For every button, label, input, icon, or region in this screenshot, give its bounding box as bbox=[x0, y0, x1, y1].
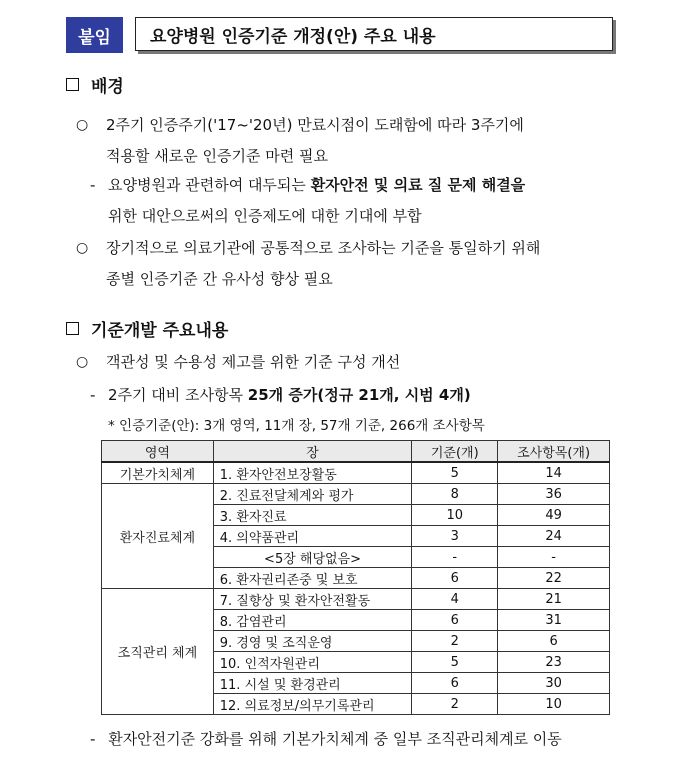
standards-cell: 5 bbox=[412, 652, 498, 673]
text-line: 객관성 및 수용성 제고를 위한 기준 구성 개선 bbox=[106, 353, 401, 371]
emphasis-text: 환자안전 및 의료 질 문제 해결을 bbox=[310, 176, 526, 194]
items-cell: 24 bbox=[498, 526, 610, 547]
text-line: 환자안전기준 강화를 위해 기본가치체계 중 일부 조직관리체계로 이동 bbox=[108, 730, 562, 748]
standards-cell: 3 bbox=[412, 526, 498, 547]
standards-cell: 10 bbox=[412, 505, 498, 526]
items-cell: 30 bbox=[498, 673, 610, 694]
table-header-row bbox=[102, 441, 610, 463]
chapter-cell: 8. 감염관리 bbox=[213, 610, 412, 631]
text-segment: 요양병원과 관련하여 대두되는 bbox=[108, 176, 311, 194]
chapter-cell: <5장 해당없음> bbox=[213, 547, 412, 568]
circle-bullet-icon: ○ bbox=[76, 117, 89, 133]
text-line: 2주기 인증주기('17~'20년) 만료시점이 도래함에 따라 3주기에 bbox=[106, 116, 524, 134]
section-development bbox=[66, 316, 228, 341]
standards-cell: 4 bbox=[412, 589, 498, 610]
items-cell: 10 bbox=[498, 694, 610, 715]
background-item-1 bbox=[76, 110, 616, 172]
dash-bullet: - bbox=[90, 176, 96, 194]
table-row bbox=[102, 462, 610, 484]
circle-bullet-icon: ○ bbox=[76, 354, 89, 370]
development-sub-1 bbox=[90, 380, 618, 411]
header-area: 영역 bbox=[102, 441, 214, 463]
standards-cell: 8 bbox=[412, 484, 498, 505]
area-cell: 환자진료체계 bbox=[102, 484, 214, 589]
items-cell: 6 bbox=[498, 631, 610, 652]
chapter-cell: 11. 시설 및 환경관리 bbox=[213, 673, 412, 694]
area-cell: 기본가치체계 bbox=[102, 462, 214, 484]
circle-bullet-icon: ○ bbox=[76, 240, 89, 256]
chapter-cell: 2. 진료전달체계와 평가 bbox=[213, 484, 412, 505]
section-background bbox=[66, 72, 124, 97]
items-cell: 21 bbox=[498, 589, 610, 610]
text-line: 적용할 새로운 인증기준 마련 필요 bbox=[106, 147, 328, 165]
section-title: 배경 bbox=[91, 77, 124, 97]
items-cell: 31 bbox=[498, 610, 610, 631]
chapter-cell: 3. 환자진료 bbox=[213, 505, 412, 526]
attachment-badge: 붙임 bbox=[66, 17, 123, 53]
standards-cell: 2 bbox=[412, 631, 498, 652]
area-cell: 조직관리 체계 bbox=[102, 589, 214, 715]
standards-cell: 6 bbox=[412, 610, 498, 631]
chapter-cell: 1. 환자안전보장활동 bbox=[213, 462, 412, 484]
standards-cell: 2 bbox=[412, 694, 498, 715]
background-sub-1 bbox=[90, 170, 618, 232]
items-cell: - bbox=[498, 547, 610, 568]
emphasis-text: 25개 증가(정규 21개, 시범 4개) bbox=[247, 386, 471, 404]
items-cell: 36 bbox=[498, 484, 610, 505]
text-line: 종별 인증기준 간 유사성 향상 필요 bbox=[106, 270, 333, 288]
chapter-cell: 6. 환자권리존중 및 보호 bbox=[213, 568, 412, 589]
standards-cell: 6 bbox=[412, 673, 498, 694]
dash-bullet: - bbox=[90, 730, 96, 748]
header bbox=[66, 17, 614, 53]
criteria-note: * 인증기준(안): 3개 영역, 11개 장, 57개 기준, 266개 조사항목 bbox=[108, 418, 485, 434]
chapter-cell: 7. 질향상 및 환자안전활동 bbox=[213, 589, 412, 610]
standards-cell: - bbox=[412, 547, 498, 568]
criteria-table bbox=[101, 440, 610, 715]
text-segment: 2주기 대비 조사항목 bbox=[108, 386, 248, 404]
items-cell: 14 bbox=[498, 462, 610, 484]
header-items: 조사항목(개) bbox=[498, 441, 610, 463]
header-chapter: 장 bbox=[213, 441, 412, 463]
chapter-cell: 9. 경영 및 조직운영 bbox=[213, 631, 412, 652]
standards-cell: 6 bbox=[412, 568, 498, 589]
items-cell: 49 bbox=[498, 505, 610, 526]
header-standards: 기준(개) bbox=[412, 441, 498, 463]
standards-cell: 5 bbox=[412, 462, 498, 484]
development-item-1 bbox=[76, 347, 616, 378]
chapter-cell: 4. 의약품관리 bbox=[213, 526, 412, 547]
text-line: 위한 대안으로써의 인증제도에 대한 기대에 부합 bbox=[108, 207, 422, 225]
items-cell: 23 bbox=[498, 652, 610, 673]
text-line: 장기적으로 의료기관에 공통적으로 조사하는 기준을 통일하기 위해 bbox=[106, 239, 541, 257]
chapter-cell: 12. 의료정보/의무기록관리 bbox=[213, 694, 412, 715]
document-title: 요양병원 인증기준 개정(안) 주요 내용 bbox=[135, 17, 613, 51]
development-sub-2 bbox=[90, 728, 562, 749]
table-row bbox=[102, 484, 610, 505]
dash-bullet: - bbox=[90, 386, 96, 404]
background-item-2 bbox=[76, 233, 616, 295]
chapter-cell: 10. 인적자원관리 bbox=[213, 652, 412, 673]
items-cell: 22 bbox=[498, 568, 610, 589]
section-title: 기준개발 주요내용 bbox=[91, 321, 229, 341]
square-bullet-icon bbox=[66, 322, 79, 335]
square-bullet-icon bbox=[66, 78, 79, 91]
table-row bbox=[102, 589, 610, 610]
